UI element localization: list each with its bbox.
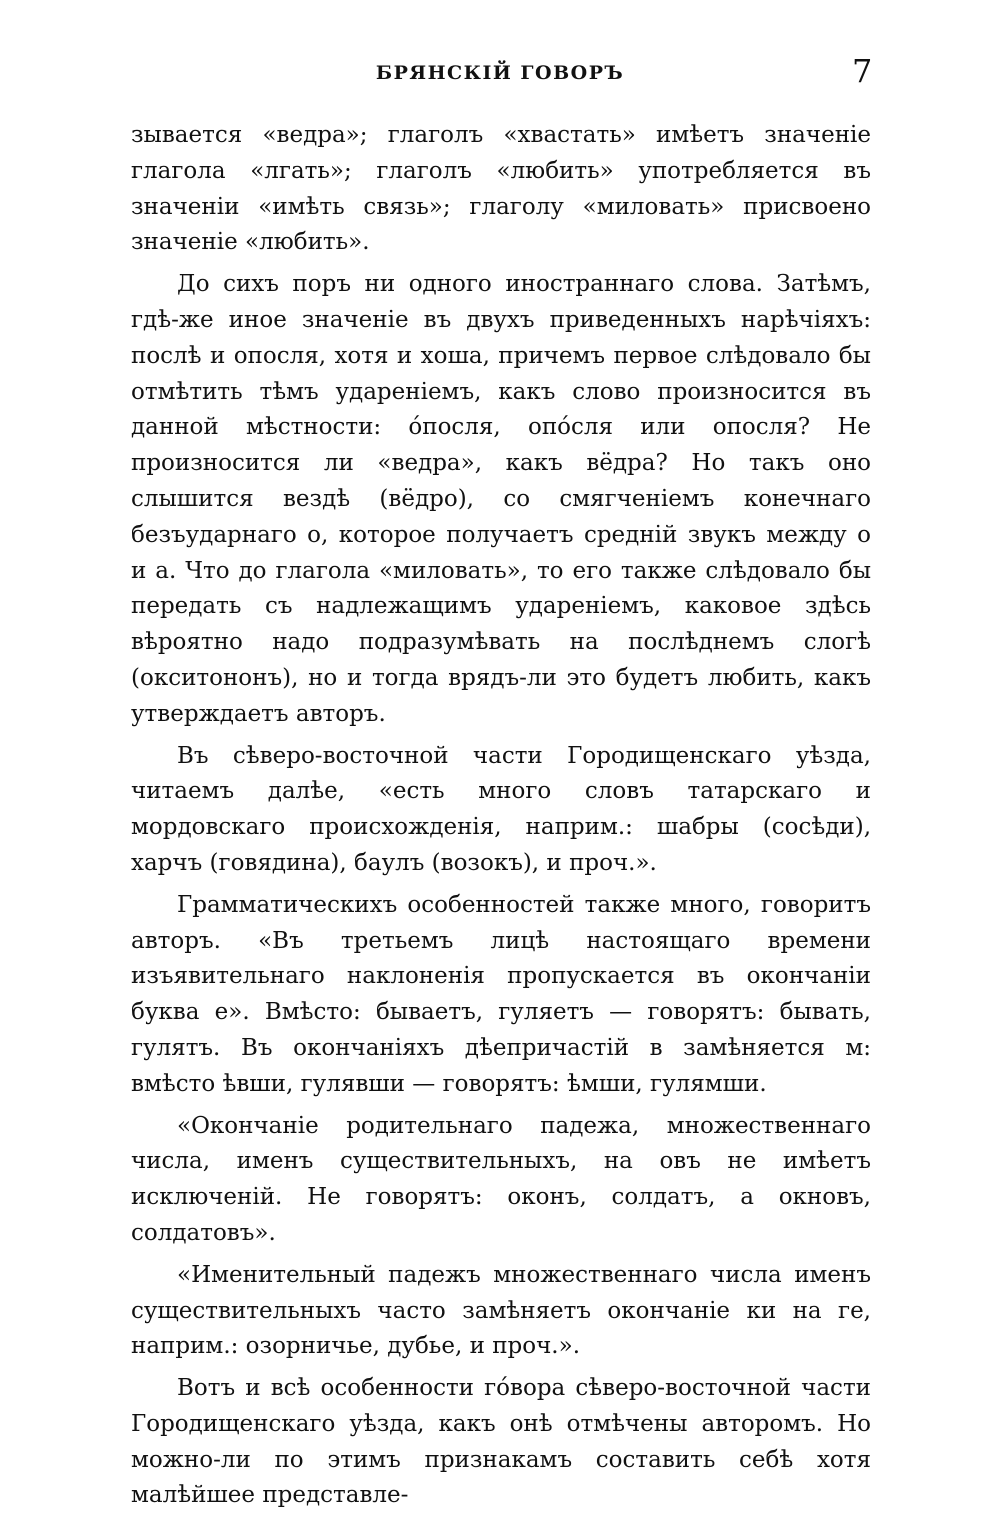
paragraph-2: До сихъ поръ ни одного иностраннаго слова. Затѣмъ, гдѣ-же иное значеніе въ двухъ приведенныхъ нарѣчіяхъ: послѣ и опосля, хотя и хоша, причемъ первое слѣдовало бы отмѣтить тѣмъ удареніемъ, какъ слово произносится въ данной мѣстности: о́посля, опо́сля или опосля? Не произносится ли «ведра», какъ вёдра? Но такъ оно слышится вездѣ (вёдро), со смягченіемъ конечнаго безъударнаго о, которое получаетъ средній звукъ между о и а. Что до глагола «миловать», то его также слѣдовало бы передать съ надлежащимъ удареніемъ, каковое здѣсь вѣроятно надо подразумѣвать на послѣднемъ слогѣ (окситононъ), но и тогда врядъ-ли это будетъ любить, какъ утверждаетъ авторъ. [131, 271, 871, 727]
paragraph-1: зывается «ведра»; глаголъ «хвастать» имѣетъ значеніе глагола «лгать»; глаголъ «любить» употребляется въ значеніи «имѣть связь»; глаголу «миловать» присвоено значеніе «любить». [131, 122, 871, 256]
running-title: БРЯНСКІЙ ГОВОРЪ [375, 62, 625, 84]
paragraph-6: «Именительный падежъ множественнаго числа именъ существительныхъ часто замѣняетъ окончаніе ки на ге, наприм.: озорничье, дубье, и проч.». [131, 1261, 871, 1360]
paragraph-4: Грамматическихъ особенностей также много, говоритъ авторъ. «Въ третьемъ лицѣ настоящаго времени изъявительнаго наклоненія пропускается въ окончаніи буква е». Вмѣсто: бываетъ, гуляетъ — говорятъ: бывать, гулятъ. Въ окончаніяхъ дѣепричастій в замѣняется м: вмѣсто ѣвши, гулявши — говорятъ: ѣмши, гулямши. [131, 891, 871, 1097]
body-text [131, 118, 871, 1514]
page-number: 7 [852, 52, 873, 90]
paragraph-5: «Окончаніе родительнаго падежа, множественнаго числа, именъ существительныхъ, на овъ не имѣетъ исключеній. Не говорятъ: оконъ, солдатъ, а окновъ, солдатовъ». [131, 1112, 871, 1246]
paragraph-3: Въ сѣверо-восточной части Городищенскаго уѣзда, читаемъ далѣе, «есть много словъ татарскаго и мордовскаго происхожденія, наприм.: шабры (сосѣди), харчъ (говядина), баулъ (возокъ), и проч.». [131, 742, 871, 876]
paragraph-7: Вотъ и всѣ особенности го́вора сѣверо-восточной части Городищенскаго уѣзда, какъ онѣ отмѣчены авторомъ. Но можно-ли по этимъ признакамъ составить себѣ хотя малѣйшее представле- [131, 1375, 871, 1509]
